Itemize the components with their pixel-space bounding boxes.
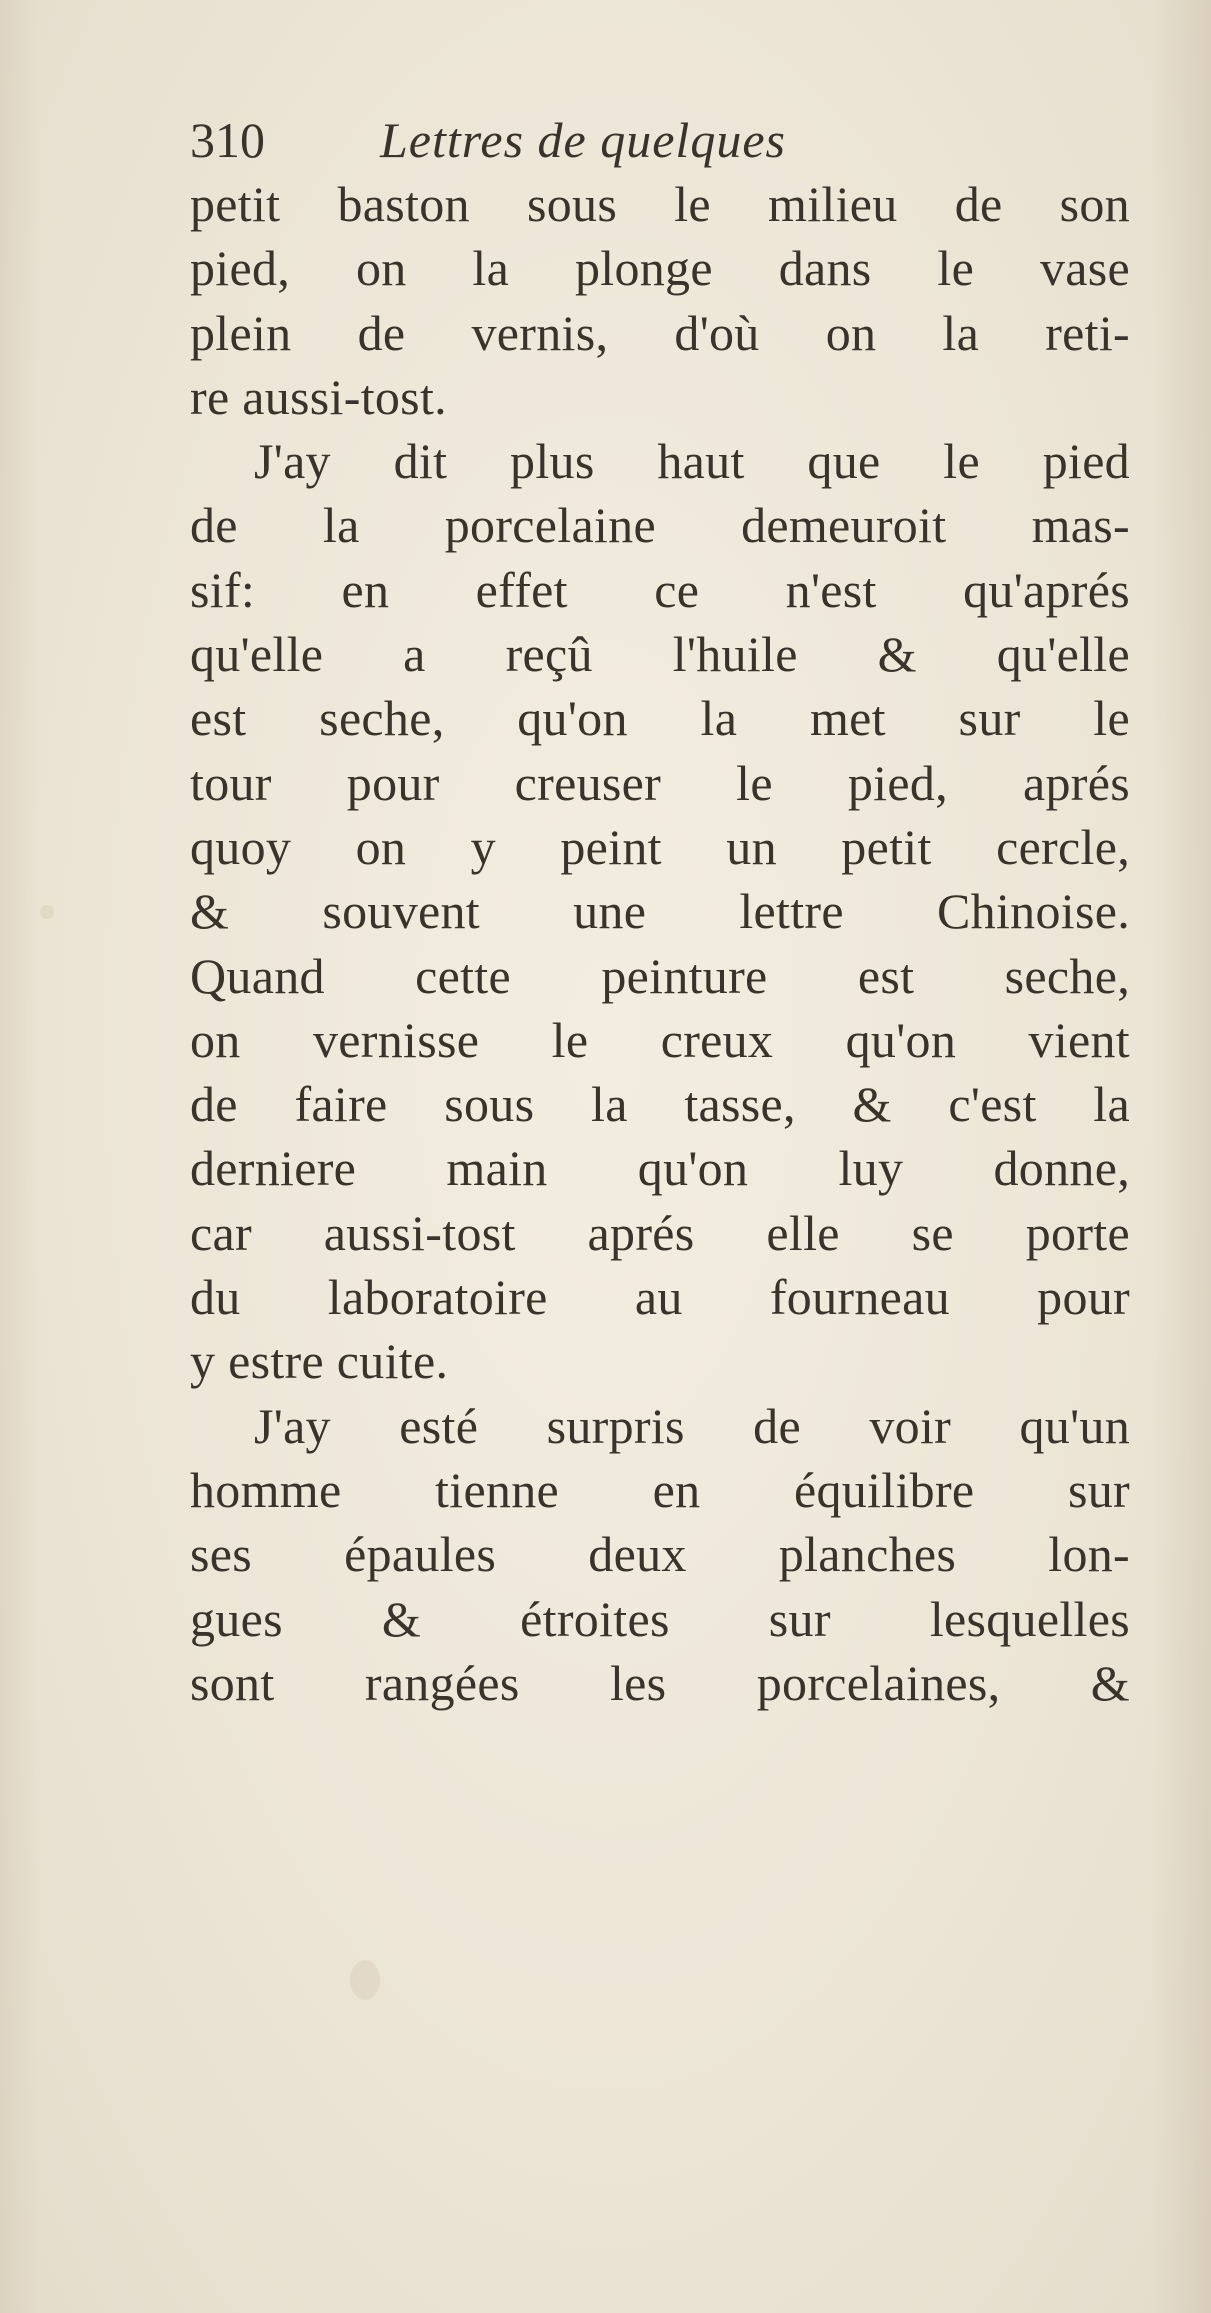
text-block — [190, 108, 1130, 1715]
text-line: qu'elle a reçû l'huile & qu'elle — [190, 626, 1130, 683]
page-number: 310 — [190, 112, 265, 168]
text-line: J'ay dit plus haut que le pied — [254, 433, 1130, 490]
text-line: y estre cuite. — [190, 1333, 449, 1390]
paper-stain — [40, 905, 54, 919]
text-line: J'ay esté surpris de voir qu'un — [254, 1397, 1130, 1454]
text-line: plein de vernis, d'où on la reti- — [190, 304, 1130, 361]
text-line: de la porcelaine demeuroit mas- — [190, 497, 1130, 554]
text-line: tour pour creuser le pied, aprés — [190, 754, 1130, 811]
text-line: pied, on la plonge dans le vase — [190, 240, 1130, 297]
text-line: petit baston sous le milieu de son — [190, 176, 1130, 232]
text-line: Quand cette peinture est seche, — [190, 947, 1130, 1004]
text-line: sont rangées les porcelaines, & — [190, 1654, 1130, 1711]
text-line: re aussi-tost. — [190, 368, 447, 425]
text-line: gues & étroites sur lesquelles — [190, 1590, 1130, 1647]
text-line: du laboratoire au fourneau pour — [190, 1269, 1130, 1326]
running-head — [190, 108, 1130, 172]
text-line: ses épaules deux planches lon- — [190, 1526, 1130, 1583]
paper-stain — [350, 1960, 380, 2000]
text-line: derniere main qu'on luy donne, — [190, 1140, 1130, 1197]
text-line: est seche, qu'on la met sur le — [190, 690, 1130, 747]
text-line: de faire sous la tasse, & c'est la — [190, 1076, 1130, 1133]
text-line: quoy on y peint un petit cercle, — [190, 818, 1130, 875]
text-line: homme tienne en équilibre sur — [190, 1461, 1130, 1518]
text-line: car aussi-tost aprés elle se porte — [190, 1204, 1130, 1261]
text-line: & souvent une lettre Chinoise. — [190, 883, 1130, 940]
running-title: Lettres de quelques — [380, 112, 786, 168]
text-line: sif: en effet ce n'est qu'aprés — [190, 561, 1130, 618]
text-line: on vernisse le creux qu'on vient — [190, 1011, 1130, 1068]
